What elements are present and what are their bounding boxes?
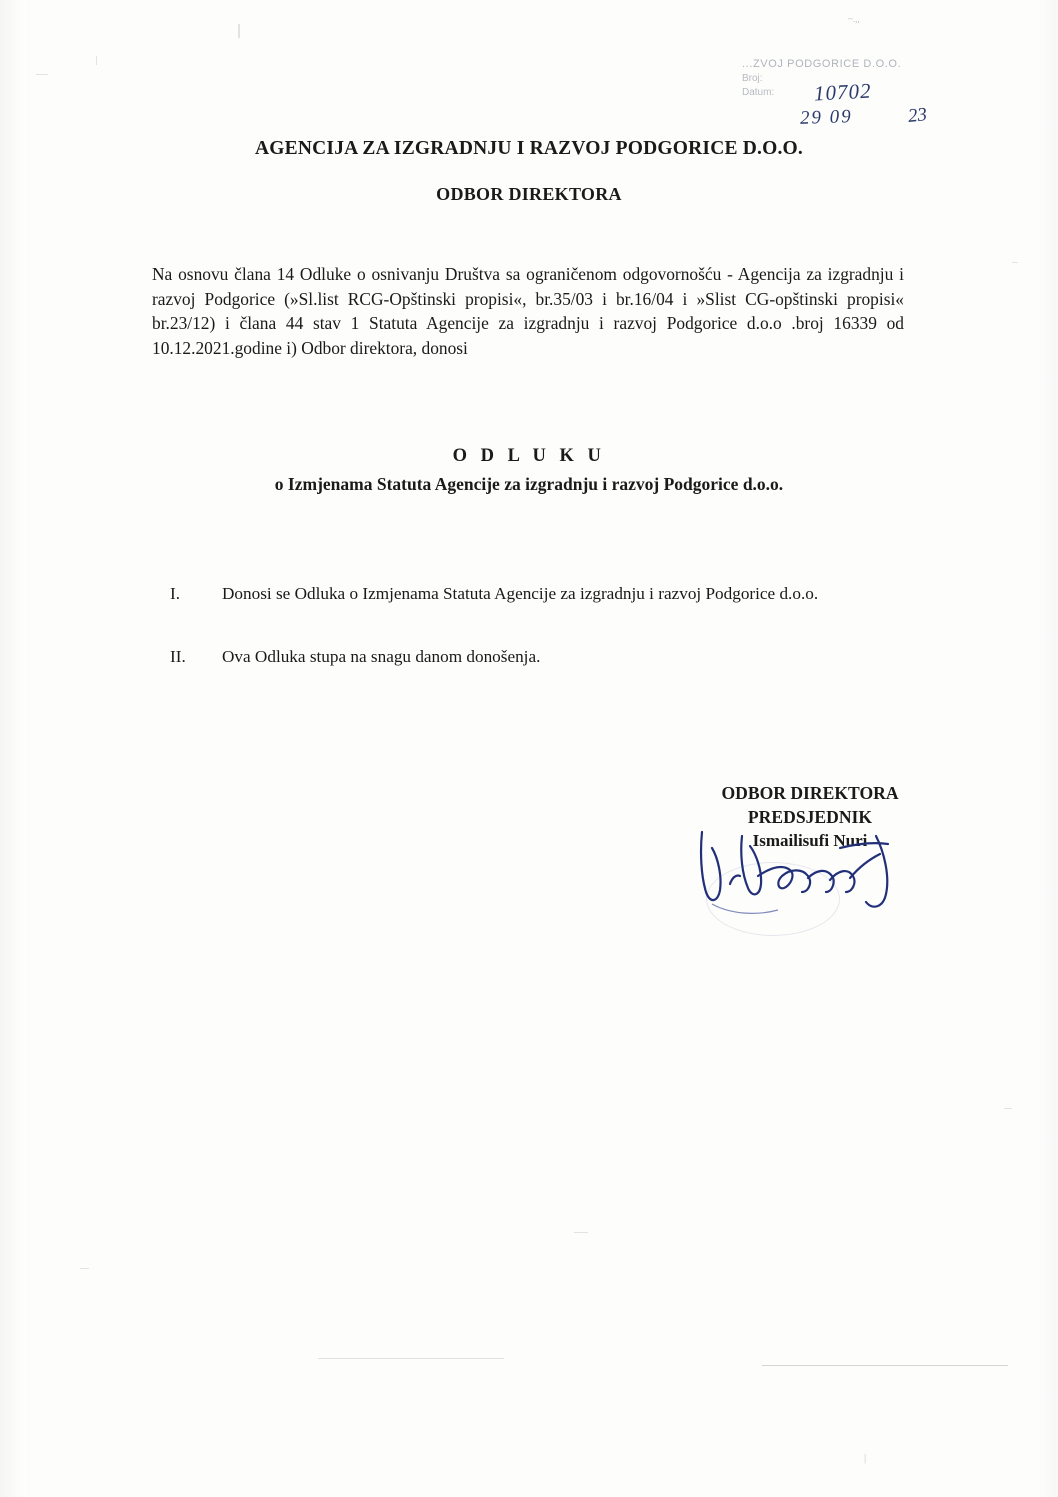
scan-speck [238, 24, 240, 38]
board-title: ODBOR DIREKTORA [436, 184, 622, 204]
scan-speck [1012, 262, 1018, 263]
decision-item-number: II. [170, 647, 186, 666]
scan-speck [1004, 1108, 1012, 1109]
scan-edge-right [1036, 0, 1058, 1497]
reception-stamp-date-label: Datum: [742, 87, 775, 98]
reception-stamp [742, 58, 972, 138]
decision-subtitle: o Izmjenama Statuta Agencije za izgradnju i razvoj Podgorice d.o.o. [274, 474, 784, 494]
decision-item-text: Donosi se Odluka o Izmjenama Statuta Agencije za izgradnju i razvoj Podgorice d.o.o. [222, 584, 819, 603]
decision-item-number: I. [170, 584, 181, 603]
decision-heading: O D L U K U [452, 446, 606, 466]
margin-tick-top-right: ~.,, [848, 14, 860, 24]
signature-name: Ismailisufi Nuri [752, 830, 868, 850]
reception-stamp-number-label: Broj: [742, 73, 763, 84]
decision-item-text: Ova Odluka stupa na snagu danom donošenja. [222, 647, 541, 666]
preamble-paragraph: Na osnovu člana 14 Odluke o osnivanju Društva sa ograničenom odgovornošću - Agencija za izgradnju i razvoj Podgorice (»Sl.list RCG-Opštinski propisi«, br.35/03 i br.16/04 i »Slist CG-opštinski propisi« br.23/12) i člana 44 stav 1 Statuta Agencije za izgradnju i razvoj Podgorice d.o.o .broj 16339 od 10.12.2021.godine i) Odbor direktora, donosi [152, 264, 904, 359]
footer-rule-right [762, 1365, 1008, 1366]
signature-role-line2: PREDSJEDNIK [747, 806, 873, 827]
reception-stamp-handwritten-date: 29 09 [799, 106, 854, 129]
reception-stamp-handwritten-number: 10702 [813, 78, 873, 106]
decision-item [170, 645, 930, 669]
decision-item [170, 582, 930, 606]
scan-speck [96, 56, 97, 65]
scan-speck [36, 74, 48, 75]
signature-role-line1: ODBOR DIREKTORA [721, 783, 899, 803]
organization-title: AGENCIJA ZA IZGRADNJU I RAZVOJ PODGORICE D.O.O. [254, 138, 804, 159]
scan-speck [80, 1268, 89, 1269]
footer-rule-center [318, 1358, 504, 1359]
scan-edge-left [0, 0, 26, 1497]
reception-stamp-header: ...ZVOJ PODGORICE D.O.O. [742, 58, 902, 70]
reception-stamp-handwritten-year: 23 [906, 104, 928, 127]
scan-speck [574, 1232, 588, 1233]
handwritten-signature [690, 818, 920, 948]
margin-tick-bottom-right: | [864, 1452, 867, 1464]
